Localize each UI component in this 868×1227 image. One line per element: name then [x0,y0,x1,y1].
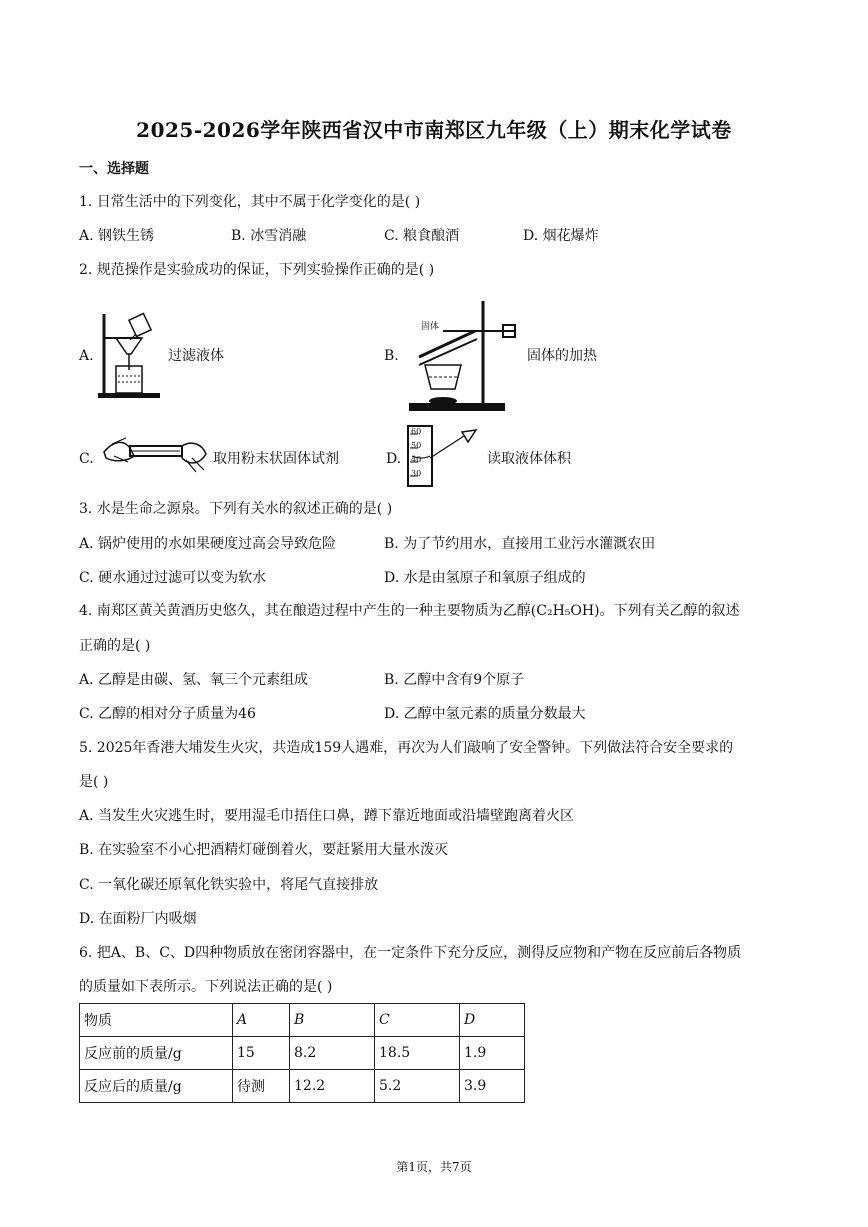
page-title: 2025-2026学年陕西省汉中市南郑区九年级（上）期末化学试卷 [136,118,732,142]
page-footer: 第1页，共7页 [396,1160,472,1174]
q5-option-a: A. 当发生火灾逃生时，要用湿毛巾捂住口鼻，蹲下靠近地面或沿墙壁跑离着火区 [79,808,575,824]
table-cell: 15 [233,1037,290,1070]
table-header-cell: B [290,1004,375,1037]
table-row [80,1037,525,1070]
table-header-cell: C [375,1004,460,1037]
q2-option-c-caption: 取用粉末状固体试剂 [213,451,339,467]
table-header-cell: 物质 [80,1004,233,1037]
filtration-figure [96,310,168,400]
q2-option-a-caption: 过滤液体 [168,348,224,364]
question-2-stem: 2. 规范操作是实验成功的保证，下列实验操作正确的是( ) [79,262,435,278]
table-cell: 1.9 [460,1037,525,1070]
table-header-cell: A [233,1004,290,1037]
q4-option-a: A. 乙醇是由碳、氢、氧三个元素组成 [79,672,309,688]
cylinder-tick-50: 50 [411,441,422,450]
table-header-row [80,1004,525,1037]
q5-option-b: B. 在实验室不小心把酒精灯碰倒着火，要赶紧用大量水泼灭 [79,842,449,858]
table-cell: 3.9 [460,1070,525,1103]
table-row [80,1070,525,1103]
cylinder-tick-30: 30 [411,469,422,478]
question-5-stem-line-1: 5. 2025年香港大埔发生火灾，共造成159人遇难，再次为人们敲响了安全警钟。下列做法符合安全要求的 [79,740,734,756]
q2-option-d-caption: 读取液体体积 [487,451,571,467]
q3-option-d: D. 水是由氢原子和氧原子组成的 [384,570,586,586]
question-3-stem: 3. 水是生命之源泉。下列有关水的叙述正确的是( ) [79,501,393,517]
q1-option-a: A. 钢铁生锈 [79,228,155,244]
q2-option-c-letter: C. [79,451,94,467]
section-heading: 一、选择题 [79,161,149,177]
q2-option-b-caption: 固体的加热 [527,348,597,364]
table-cell: 8.2 [290,1037,375,1070]
q5-option-c: C. 一氧化碳还原氧化铁实验中，将尾气直接排放 [79,877,379,893]
table-header-cell: D [460,1004,525,1037]
table-cell: 12.2 [290,1070,375,1103]
cylinder-tick-40: 40 [411,455,422,464]
powder-sampling-figure [100,432,210,476]
table-cell: 5.2 [375,1070,460,1103]
q3-option-a: A. 锅炉使用的水如果硬度过高会导致危险 [79,536,337,552]
q3-option-c: C. 硬水通过过滤可以变为软水 [79,570,267,586]
question-6-stem-line-2: 的质量如下表所示。下列说法正确的是( ) [79,979,333,995]
q4-option-b: B. 乙醇中含有9个原子 [384,672,525,688]
q2-option-a-letter: A. [79,348,94,364]
table-cell: 反应前的质量/g [80,1037,233,1070]
question-6-stem-line-1: 6. 把A、B、C、D四种物质放在密闭容器中，在一定条件下充分反应，测得反应物和产物在反应前后各物质 [79,945,742,961]
table-cell: 18.5 [375,1037,460,1070]
q1-option-d: D. 烟花爆炸 [523,228,599,244]
table-cell: 反应后的质量/g [80,1070,233,1103]
q2-option-d-letter: D. [386,451,402,467]
table-cell: 待测 [233,1070,290,1103]
q5-option-d: D. 在面粉厂内吸烟 [79,911,197,927]
q4-option-c: C. 乙醇的相对分子质量为46 [79,706,256,722]
q2-option-b-letter: B. [384,348,399,364]
q1-option-b: B. 冰雪消融 [231,228,307,244]
q4-option-d: D. 乙醇中氢元素的质量分数最大 [384,706,586,722]
mass-table [79,1003,525,1103]
q1-option-c: C. 粮食酿酒 [384,228,460,244]
q3-option-b: B. 为了节约用水，直接用工业污水灌溉农田 [384,536,656,552]
question-4-stem-line-2: 正确的是( ) [79,638,151,654]
question-5-stem-line-2: 是( ) [79,774,109,790]
solid-heating-figure [403,297,523,415]
question-4-stem-line-1: 4. 南郑区黄关黄酒历史悠久，其在酿造过程中产生的一种主要物质为乙醇(C₂H₅OH)。下列有关乙醇的叙述 [79,603,740,619]
question-1-stem: 1. 日常生活中的下列变化，其中不属于化学变化的是( ) [79,194,421,210]
figure-label-solid: 固体 [421,322,440,332]
cylinder-tick-60: 60 [411,427,422,436]
